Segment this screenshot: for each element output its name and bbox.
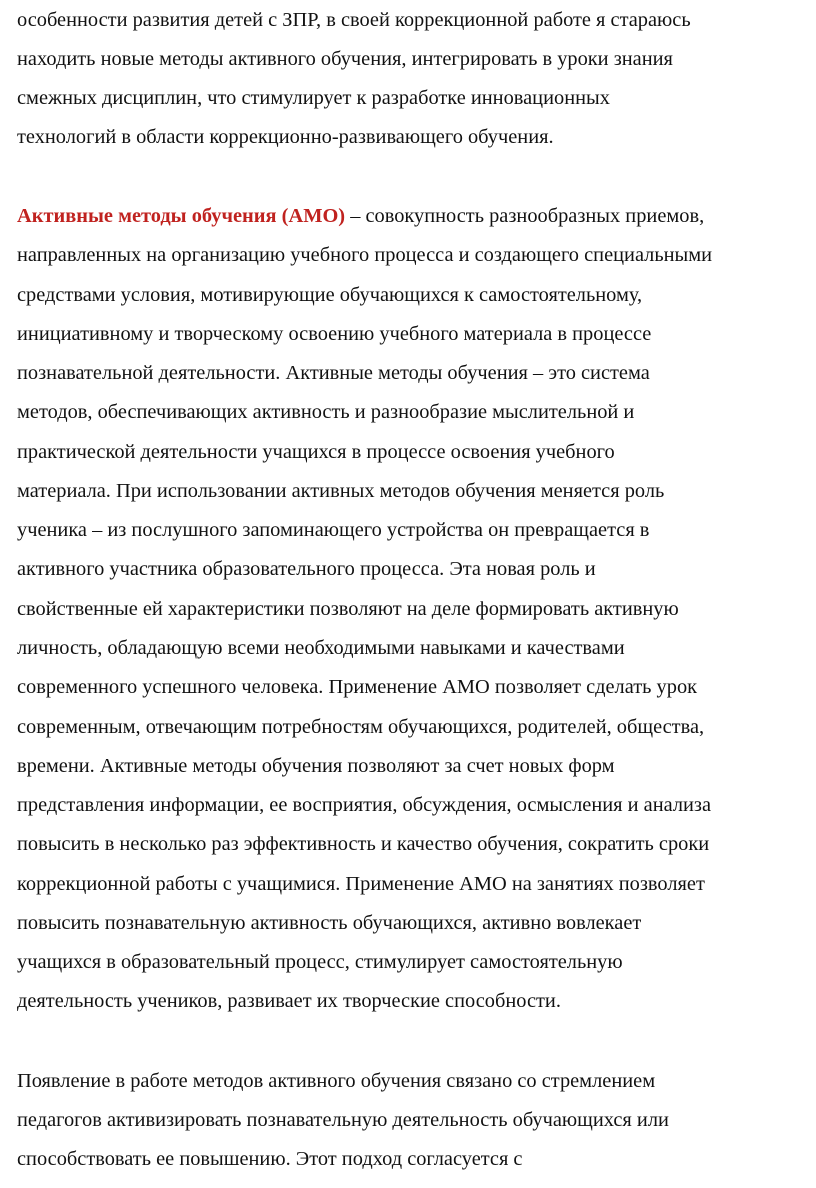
text-line: современным, отвечающим потребностям обучающихся, родителей, общества,: [17, 716, 705, 738]
text-line: смежных дисциплин, что стимулирует к разработке инновационных: [17, 87, 610, 109]
text-line: повысить в несколько раз эффективность и качество обучения, сократить сроки: [17, 833, 710, 855]
text-line: познавательной деятельности. Активные методы обучения – это система: [17, 362, 650, 384]
text-line: свойственные ей характеристики позволяют на деле формировать активную: [17, 598, 679, 620]
text-line: времени. Активные методы обучения позволяют за счет новых форм: [17, 755, 615, 777]
text-line: личность, обладающую всеми необходимыми навыками и качествами: [17, 637, 625, 659]
text-line: учащихся в образовательный процесс, стимулирует самостоятельную: [17, 951, 623, 973]
text-line: средствами условия, мотивирующие обучающихся к самостоятельному,: [17, 284, 643, 306]
text-line: ученика – из послушного запоминающего устройства он превращается в: [17, 519, 650, 541]
text-line: находить новые методы активного обучения, интегрировать в уроки знания: [17, 48, 673, 70]
text-line: педагогов активизировать познавательную деятельность обучающихся или: [17, 1109, 669, 1131]
text-fragment: – совокупность разнообразных приемов,: [345, 205, 705, 227]
text-line: технологий в области коррекционно-развивающего обучения.: [17, 126, 554, 148]
text-line: представления информации, ее восприятия, обсуждения, осмысления и анализа: [17, 794, 712, 816]
text-line: особенности развития детей с ЗПР, в своей коррекционной работе я стараюсь: [17, 9, 691, 31]
text-line: [17, 204, 704, 228]
text-line: коррекционной работы с учащимися. Применение АМО на занятиях позволяет: [17, 873, 705, 895]
text-line: активного участника образовательного процесса. Эта новая роль и: [17, 558, 596, 580]
text-line: материала. При использовании активных методов обучения меняется роль: [17, 480, 665, 502]
text-line: Появление в работе методов активного обучения связано со стремлением: [17, 1070, 656, 1092]
text-line: повысить познавательную активность обучающихся, активно вовлекает: [17, 912, 642, 934]
text-line: способствовать ее повышению. Этот подход согласуется с: [17, 1148, 523, 1170]
text-line: современного успешного человека. Применение АМО позволяет сделать урок: [17, 676, 698, 698]
text-line: практической деятельности учащихся в процессе освоения учебного: [17, 441, 615, 463]
text-line: инициативному и творческому освоению учебного материала в процессе: [17, 323, 652, 345]
text-line: направленных на организацию учебного процесса и создающего специальными: [17, 244, 713, 266]
text-line: деятельность учеников, развивает их творческие способности.: [17, 990, 561, 1012]
text-line: методов, обеспечивающих активность и разнообразие мыслительной и: [17, 401, 635, 423]
term-highlight: Активные методы обучения (АМО): [17, 205, 346, 227]
